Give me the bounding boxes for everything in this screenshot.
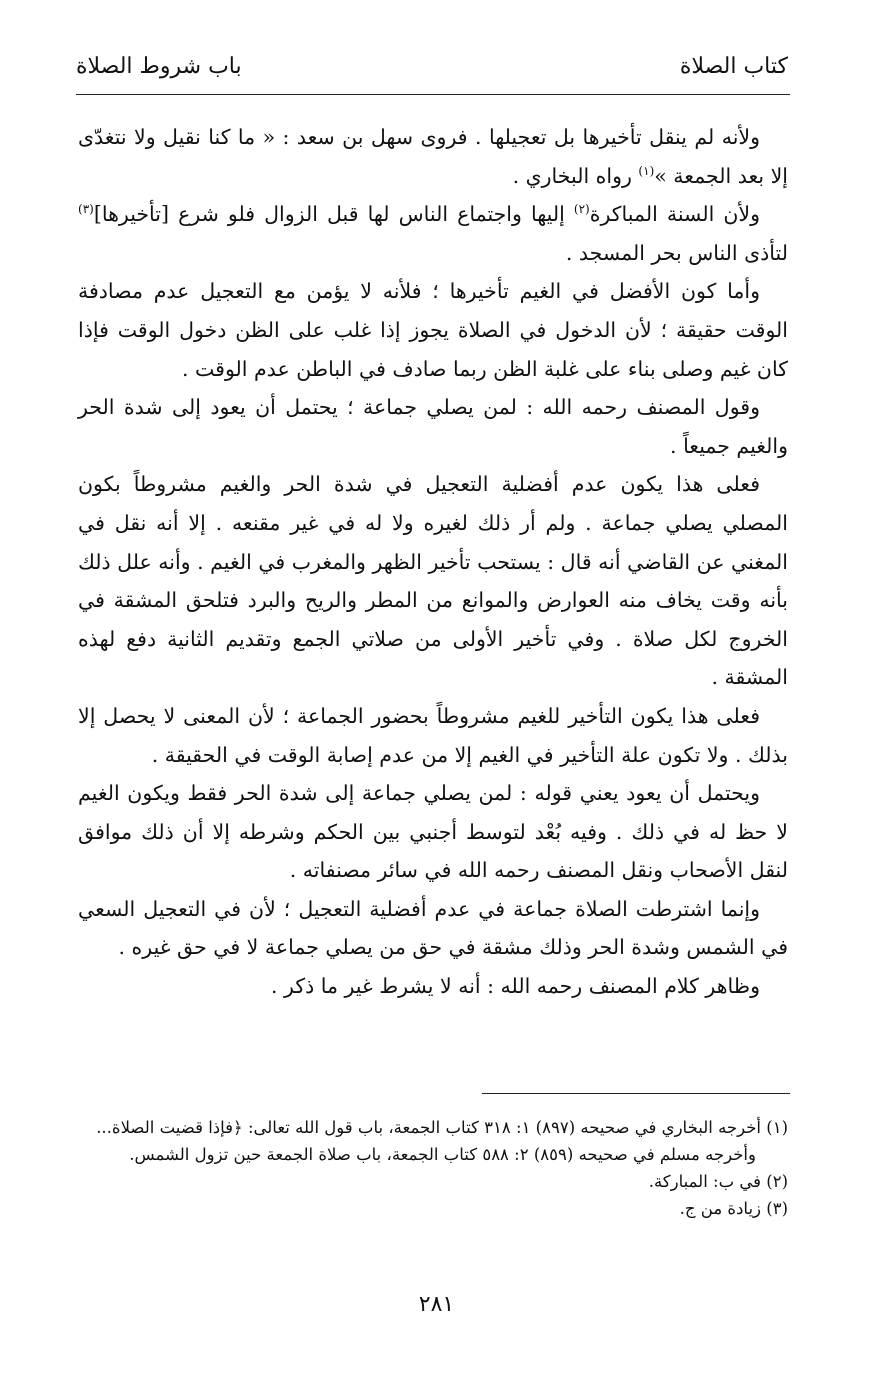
header-divider: [76, 94, 790, 95]
footnote-ref-3[interactable]: (٣): [78, 202, 94, 217]
footnote-ref-2[interactable]: (٢): [573, 202, 590, 217]
paragraph-2: ولأن السنة المباكرة$^{(٢)}$ إليها واجتماع الناس لها قبل الزوال فلو شرع [تأخيرها]$^{(٣)}$ لتأذى الناس بحر المسجد .: [78, 202, 788, 265]
footnote-divider: [482, 1093, 790, 1094]
footnotes: [66, 1114, 788, 1222]
paragraph-7: ويحتمل أن يعود يعني قوله : لمن يصلي جماعة إلى شدة الحر فقط ويكون الغيم لا حظ له في ذلك . وفيه بُعْد لتوسط أجنبي بين الحكم وشرطه إلا أن ذلك موافق لنقل الأصحاب ونقل المصنف رحمه الله في سائر مصنفاته .: [78, 781, 788, 883]
footnote-2: (٢) في ب: المباركة.: [648, 1172, 788, 1191]
chapter-title: باب شروط الصلاة: [76, 54, 242, 79]
footnote-3: (٣) زيادة من ج.: [679, 1199, 788, 1218]
paragraph-3: وأما كون الأفضل في الغيم تأخيرها ؛ فلأنه لا يؤمن مع التعجيل عدم مصادفة الوقت حقيقة ؛ لأن الدخول في الصلاة يجوز إذا غلب على الظن دخول الوقت فإذا كان غيم وصلى بناء على غلبة الظن ربما صادف في الباطن عدم الوقت .: [78, 279, 788, 381]
footnote-ref-1[interactable]: (١): [638, 163, 655, 178]
paragraph-5: فعلى هذا يكون عدم أفضلية التعجيل في شدة الحر والغيم مشروطاً بكون المصلي يصلي جماعة . ولم أر ذلك لغيره ولا له في غير مقنعه . إلا أنه نقل في المغني عن القاضي أنه قال : يستحب تأخير الظهر والمغرب في الغيم . وأنه علل ذلك بأنه وقت يخاف منه العوارض والموانع من المطر والريح والبرد فتلحق المشقة في الخروج لكل صلاة . وفي تأخير الأولى من صلاتي الجمع وتقديم الثانية دفع لهذه المشقة .: [78, 472, 788, 690]
footnote-1-continued: وأخرجه مسلم في صحيحه (٨٥٩) ٢: ٥٨٨ كتاب الجمعة، باب صلاة الجمعة حين تزول الشمس.: [129, 1145, 756, 1164]
footnote-1: (١) أخرجه البخاري في صحيحه (٨٩٧) ١: ٣١٨ كتاب الجمعة، باب قول الله تعالى: ﴿فإذا قضيت الصلاة...: [96, 1118, 788, 1137]
paragraph-4: وقول المصنف رحمه الله : لمن يصلي جماعة ؛ يحتمل أن يعود إلى شدة الحر والغيم جميعاً .: [78, 395, 788, 458]
paragraph-8: وإنما اشترطت الصلاة جماعة في عدم أفضلية التعجيل ؛ لأن في التعجيل السعي في الشمس وشدة الحر وذلك مشقة في حق من يصلي جماعة لا في حق غيره .: [78, 896, 788, 960]
running-header: [76, 50, 788, 90]
main-text: [78, 118, 788, 1006]
page-number: ٢٨١: [418, 1292, 455, 1317]
paragraph-1: ولأنه لم ينقل تأخيرها بل تعجيلها . فروى سهل بن سعد : « ما كنا نقيل ولا نتغدّى إلا بعد الجمعة »$^{(١)}$ رواه البخاري .: [78, 125, 788, 188]
paragraph-9: وظاهر كلام المصنف رحمه الله : أنه لا يشرط غير ما ذكر .: [271, 974, 760, 999]
book-title: كتاب الصلاة: [679, 54, 788, 79]
paragraph-6: فعلى هذا يكون التأخير للغيم مشروطاً بحضور الجماعة ؛ لأن المعنى لا يحصل إلا بذلك . ولا تكون علة التأخير في الغيم إلا من عدم إصابة الوقت في الحقيقة .: [78, 703, 788, 767]
